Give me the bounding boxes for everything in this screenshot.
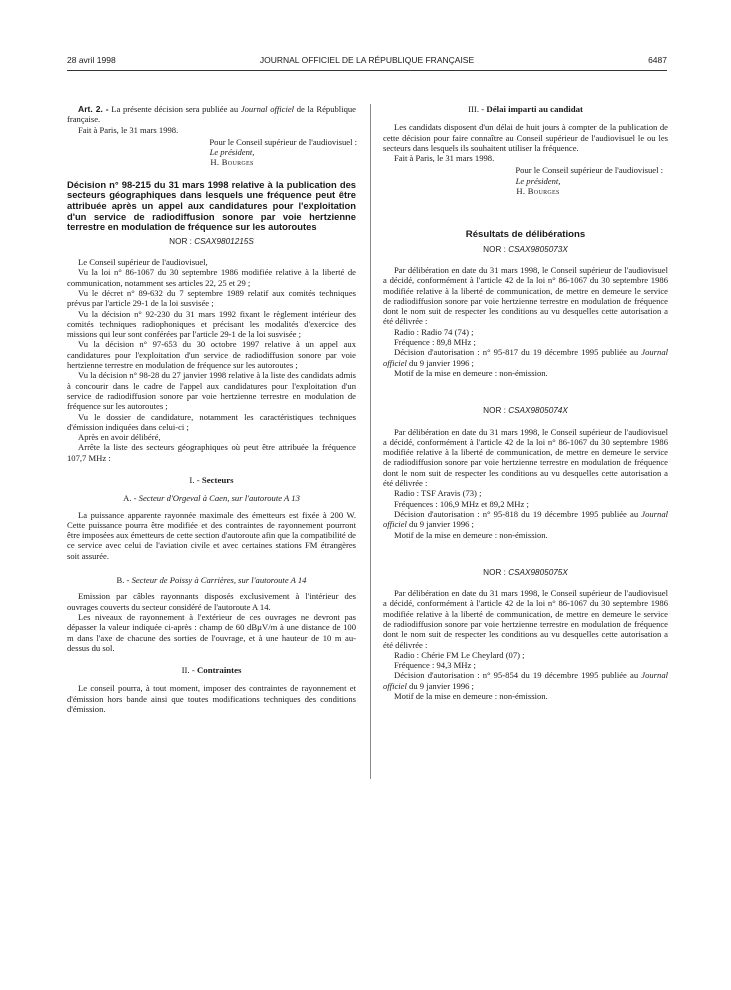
section-3-label: Délai imparti au candidat [486, 104, 583, 114]
fait-a-paris-2: Fait à Paris, le 31 mars 1998. [394, 153, 495, 164]
article-2-jo: Journal officiel [240, 104, 295, 114]
result-1-radio: Radio : Radio 74 (74) ; [394, 326, 474, 337]
section-1-title [67, 475, 356, 485]
section-1-label: Secteurs [201, 474, 234, 485]
result-1-frequency: Fréquence : 89,8 MHz ; [394, 337, 476, 348]
para-0: Le Conseil supérieur de l'audiovisuel, [78, 257, 208, 268]
result-2-radio: Radio : TSF Aravis (73) ; [394, 488, 482, 499]
decision-title: Décision n° 98-215 du 31 mars 1998 relative à la publication des secteurs géographiques dans lesquels une fréquence peut être attribuée après un appel aux candidatures pour l'exploitation d'un service de radiodiffusion sonore par voie hertzienne terrestre en modulation de fréquence sur les autoroutes [67, 178, 356, 233]
nor-reference [67, 237, 356, 247]
section-3-title [383, 104, 668, 114]
signature-name: H. Bourges [210, 157, 254, 168]
signature-line-1: Pour le Conseil supérieur de l'audiovisuel : [209, 136, 357, 147]
result-3-frequency: Fréquence : 94,3 MHz ; [394, 660, 476, 671]
result-3-intro: Par délibération en date du 31 mars 1998, le Conseil supérieur de l'audiovisuel a décidé, conformément à l'article 42 de la loi n° 86-1067 du 30 septembre 1986 modifiée relative à la liberté de communication, de mettre en demeure le service de radiodiffusion sonore par voie hertzienne terrestre en modulation de fréquence dont le nom suit de respecter les conditions au vu desquelles cette autorisation a été délivrée : [383, 588, 668, 650]
decision-text: Décision d'autorisation : n° 95-817 du 19 décembre 1995 publiée au [394, 347, 642, 358]
section-2-number: II. - [181, 665, 195, 676]
result-2-decision [383, 509, 668, 530]
para-4: Vu la décision n° 97-653 du 30 octobre 1997 relative à un appel aux candidatures pour l'exploitation d'un service de radiodiffusion sonore par voie hertzienne terrestre en modulation de fréquence sur les autoroutes ; [67, 339, 356, 371]
column-divider [370, 104, 371, 779]
article-2-text: La présente décision sera publiée au [108, 104, 241, 114]
result-2-frequency: Fréquences : 106,9 MHz et 89,2 MHz ; [394, 498, 529, 509]
nor-label: NOR : [169, 236, 192, 246]
signature-president: Le président, [515, 175, 561, 186]
para-2: Vu le décret n° 89-632 du 7 septembre 1989 relatif aux comités techniques prévus par l'article 29-1 de la loi susvisée ; [67, 287, 356, 309]
result-3-motif: Motif de la mise en demeure : non-émission. [394, 691, 548, 702]
signature-line-1: Pour le Conseil supérieur de l'audiovisuel : [515, 165, 663, 176]
para-1: Vu la loi n° 86-1067 du 30 septembre 1986 modifiée relative à la liberté de communication, notamment ses articles 22, 25 et 29 ; [67, 267, 356, 288]
right-column [383, 104, 668, 701]
subsection-a-title [67, 493, 356, 503]
page-header [67, 55, 667, 69]
article-2 [67, 104, 356, 125]
result-3-radio: Radio : Chérie FM Le Cheylard (07) ; [394, 649, 525, 660]
decision-text: Décision d'autorisation : n° 95-818 du 19 décembre 1995 publiée au [394, 508, 642, 519]
subsection-a-prefix: A. - [123, 493, 137, 504]
subsection-b-title [67, 575, 356, 585]
header-date: 28 avril 1998 [67, 55, 116, 65]
results-title: Résultats de délibérations [465, 229, 586, 241]
result-1-nor [383, 245, 668, 255]
decision-date: du 9 janvier 1996 ; [406, 519, 474, 530]
section-2-label: Contraintes [196, 665, 242, 676]
nor-code: CSAX9805075X [508, 567, 568, 577]
subsection-a-text: Secteur d'Orgeval à Caen, sur l'autoroute A 13 [138, 493, 300, 504]
header-page-number: 6487 [648, 55, 667, 65]
para-7: Après en avoir délibéré, [78, 432, 161, 443]
para-3: Vu la décision n° 92-230 du 31 mars 1992 fixant le règlement intérieur des comités techniques radiophoniques et précisant les modalités d'exercice des missions qui leur sont conférées par l'article 29-1 de la loi susvisée ; [67, 308, 356, 340]
result-2-nor [383, 406, 668, 416]
decision-jo: Journal officiel [383, 508, 668, 530]
header-rule [67, 70, 667, 71]
section-2-title [67, 665, 356, 675]
section-2-body: Le conseil pourra, à tout moment, imposer des contraintes de rayonnement et d'émission hors bande ainsi que toutes modifications techniques des conditions d'émission. [67, 683, 356, 715]
left-column [67, 104, 356, 714]
subsection-a-body: La puissance apparente rayonnée maximale des émetteurs est fixée à 200 W. Cette puissance pourra être modifiée et des contraintes de rayonnement pourront être imposées aux émetteurs de cette section d'autoroute afin que la compatibilité de ce service avec celui de l'aviation civile et avec certaines stations FM étrangères soit assurée. [67, 509, 356, 561]
decision-jo: Journal officiel [383, 347, 668, 368]
nor-code: CSAX9801215S [194, 236, 254, 246]
decision-jo: Journal officiel [383, 670, 668, 691]
result-3-decision [383, 670, 668, 691]
section-3-body: Les candidats disposent d'un délai de huit jours à compter de la publication de cette décision pour faire connaître au Conseil supérieur de l'audiovisuel le ou les secteurs dans lesquels ils souhaitent utiliser la fréquence. [383, 122, 668, 153]
para-5: Vu la décision n° 98-28 du 27 janvier 1998 relative à la liste des candidats admis à concourir dans le cadre de l'appel aux candidatures pour l'exploitation d'un service de radiodiffusion sonore par voie hertzienne terrestre en modulation de fréquence sur les autoroutes ; [67, 370, 356, 412]
result-1-decision [383, 347, 668, 368]
subsection-b-text: Secteur de Poissy à Carrières, sur l'autoroute A 14 [131, 575, 307, 586]
subsection-b-body-2: Les niveaux de rayonnement à l'extérieur de ces ouvrages ne devront pas dépasser la valeur indiquée ci-après : champ de 60 dBµV/m à une distance de 100 m dans l'axe de chacune des sorties de l'ouvrage, et à une hauteur de 10 m au-dessus du sol. [67, 611, 356, 653]
nor-code: CSAX9805073X [508, 244, 568, 254]
result-1-motif: Motif de la mise en demeure : non-émission. [394, 367, 548, 378]
result-2-motif: Motif de la mise en demeure : non-émission. [394, 529, 548, 540]
decision-text: Décision d'autorisation : n° 95-854 du 19 décembre 1995 publiée au [394, 670, 642, 681]
decision-date: du 9 janvier 1996 ; [406, 357, 474, 368]
article-2-text-end: de la République française. [67, 104, 356, 125]
signature-block-1 [107, 137, 357, 168]
section-3-number: III. - [468, 104, 485, 114]
nor-label: NOR : [483, 567, 506, 577]
subsection-b-body-1: Emission par câbles rayonnants disposés exclusivement à l'intérieur des ouvrages couverts du secteur considéré de l'autoroute A 14. [67, 591, 356, 612]
signature-president: Le président, [209, 147, 255, 158]
nor-label: NOR : [483, 406, 506, 416]
result-3-nor [383, 568, 668, 578]
article-2-lead: Art. 2. - [78, 104, 109, 114]
result-1-intro: Par délibération en date du 31 mars 1998, le Conseil supérieur de l'audiovisuel a décidé, conformément à l'article 42 de la loi n° 86-1067 du 30 septembre 1986 modifiée relative à la liberté de communication, de mettre en demeure le service de radiodiffusion sonore par voie hertzienne terrestre en modulation de fréquence dont le nom suit de respecter les conditions au vu desquelles cette autorisation a été délivrée : [383, 264, 668, 327]
nor-code: CSAX9805074X [508, 406, 568, 416]
nor-label: NOR : [483, 244, 506, 254]
subsection-b-prefix: B. - [116, 575, 130, 586]
para-6: Vu le dossier de candidature, notamment les caractéristiques techniques d'émission indiquées dans celui-ci ; [67, 411, 356, 432]
fait-a-paris-1: Fait à Paris, le 31 mars 1998. [78, 124, 179, 135]
signature-block-2 [413, 165, 663, 196]
section-1-number: I. - [189, 474, 200, 485]
header-title: JOURNAL OFFICIEL DE LA RÉPUBLIQUE FRANÇAISE [259, 55, 475, 65]
result-2-intro: Par délibération en date du 31 mars 1998, le Conseil supérieur de l'audiovisuel a décidé, conformément à l'article 42 de la loi n° 86-1067 du 30 septembre 1986 modifiée relative à la liberté de communication, de mettre en demeure le service de radiodiffusion sonore par voie hertzienne terrestre en modulation de fréquence dont le nom suit de respecter les conditions au vu desquelles cette autorisation a été délivrée : [383, 426, 668, 489]
signature-name: H. Bourges [516, 186, 560, 197]
decision-date: du 9 janvier 1996 ; [406, 680, 474, 691]
para-8: Arrête la liste des secteurs géographiques où peut être attribuée la fréquence 107,7 MHz : [67, 442, 356, 463]
